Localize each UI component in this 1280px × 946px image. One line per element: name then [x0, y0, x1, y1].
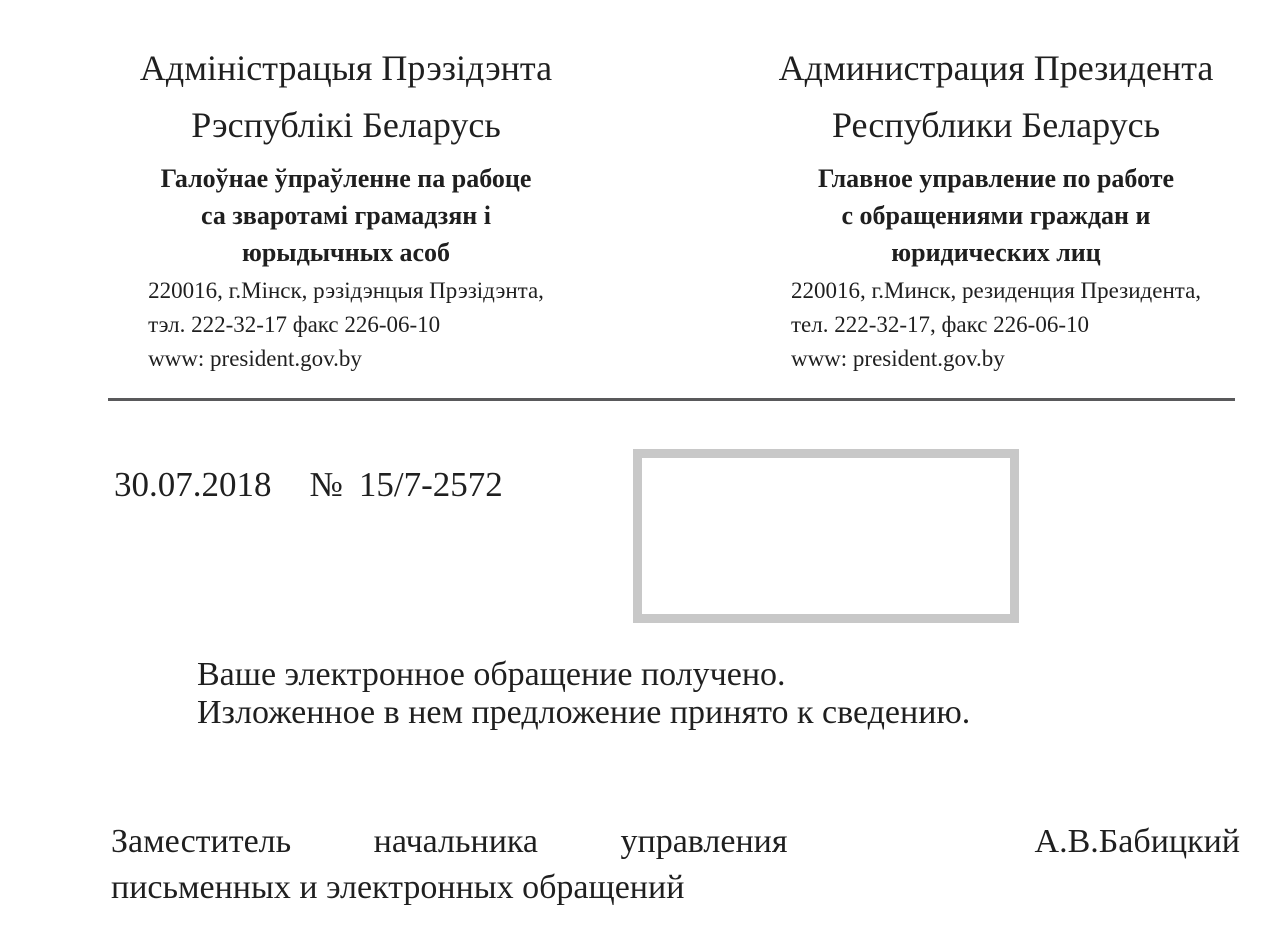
number-sign: №: [309, 465, 343, 504]
phone-fax-be: тэл. 222-32-17 факс 226-06-10: [148, 312, 441, 337]
signer-name: А.В.Бабицкий: [1034, 823, 1240, 860]
org-name-line1-ru: Администрация Президента: [778, 48, 1214, 88]
department-line2-be: са зваротамі грамадзян і: [201, 201, 491, 230]
signer-role-line2: письменных и электронных обращений: [111, 869, 685, 906]
body-line2: Изложенное в нем предложение принято к сведению.: [197, 694, 971, 731]
department-line1-ru: Главное управление по работе: [817, 164, 1175, 193]
contact-block-be: [148, 274, 544, 376]
org-name-line2-be: Рэспублікі Беларусь: [191, 105, 501, 145]
org-name-line1-be: Адміністрацыя Прэзідэнта: [139, 48, 553, 88]
department-name-ru: [757, 160, 1235, 271]
phone-fax-ru: тел. 222-32-17, факс 226-06-10: [790, 312, 1089, 337]
signature-line1: [111, 822, 1240, 862]
letterhead-divider-rule: [108, 398, 1235, 401]
department-line3-ru: юридических лиц: [891, 238, 1101, 267]
letterhead-belarusian-column: [107, 40, 585, 376]
postal-address-be: 220016, г.Мінск, рэзідэнцыя Прэзідэнта,: [148, 278, 544, 303]
department-line1-be: Галоўнае ўпраўленне па рабоце: [160, 164, 532, 193]
contact-block-ru: [791, 274, 1201, 376]
department-line2-ru: с обращениями граждан и: [841, 201, 1151, 230]
website-ru: www: president.gov.by: [790, 346, 1005, 371]
postal-address-ru: 220016, г.Минск, резиденция Президента,: [790, 278, 1202, 303]
signature-block: [111, 822, 1240, 908]
body-line1: Ваше электронное обращение получено.: [197, 656, 786, 693]
department-line3-be: юрыдычных асоб: [241, 238, 451, 267]
reference-line: [114, 464, 503, 506]
website-be: www: president.gov.by: [148, 346, 362, 371]
letter-body: [197, 656, 1097, 732]
empty-stamp-box: [633, 449, 1019, 623]
department-name-be: [107, 160, 585, 271]
org-name-line2-ru: Республики Беларусь: [831, 105, 1161, 145]
letter-number: 15/7-2572: [358, 465, 503, 504]
letterhead-russian-column: [757, 40, 1235, 376]
letter-date: 30.07.2018: [114, 465, 272, 504]
signer-role-line1: Заместитель начальника управления: [111, 823, 788, 860]
